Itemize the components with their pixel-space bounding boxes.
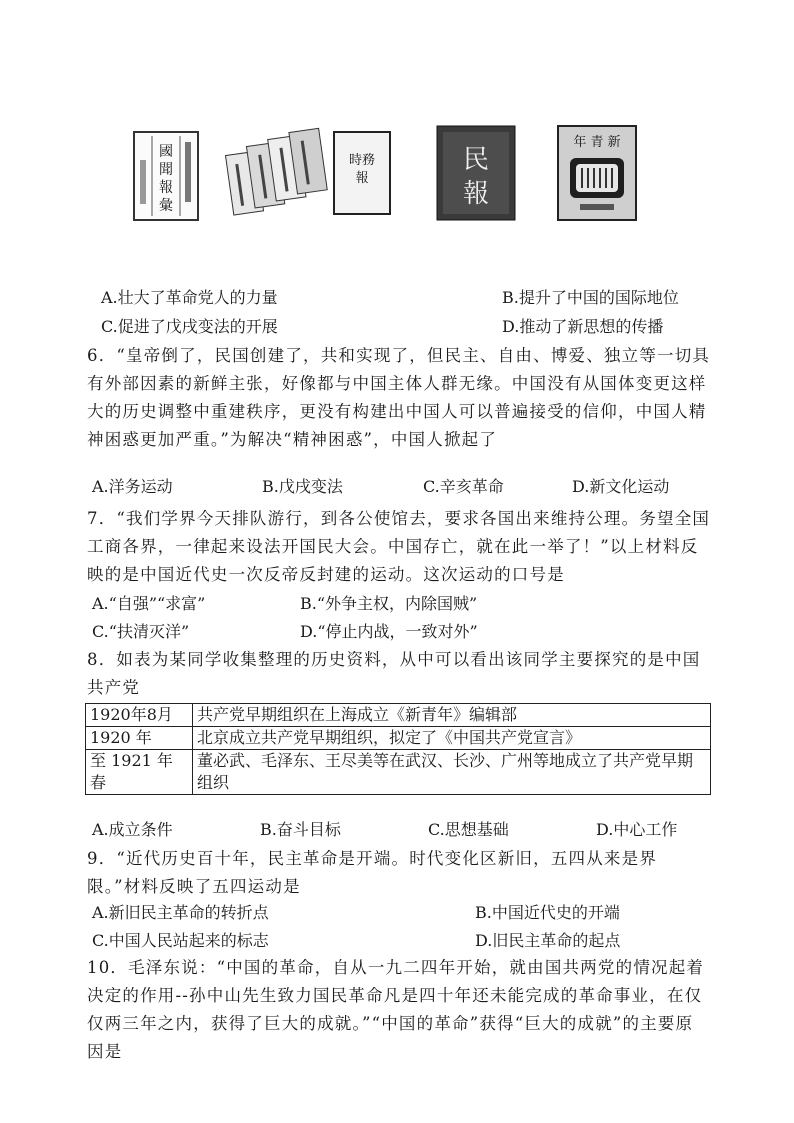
svg-text:報: 報	[159, 180, 173, 196]
q7-stem: 7．“我们学界今天排队游行，到各公使馆去，要求各国出来维持公理。务望全国工商各界，一律起来设法开国民大会。中国存亡，就在此一举了！”以上材料反映的是中国近代史一次反帝反封建的运动。这次运动的口号是	[87, 509, 711, 584]
q9-stem: 9．“近代历史百十年，民主革命是开端。时代变化区新旧，五四从来是界限。”材料反映了五四运动是	[87, 849, 658, 896]
q8-option-a: A.成立条件	[92, 820, 173, 839]
svg-text:報: 報	[462, 179, 490, 209]
q7-option-b: B.“外争主权，内除国贼”	[300, 594, 478, 613]
picture-shiwubao	[222, 124, 394, 220]
q6-option-d: D.新文化运动	[572, 477, 670, 496]
svg-text:民: 民	[462, 145, 490, 175]
q9-option-c: C.中国人民站起来的标志	[92, 931, 269, 950]
svg-text:聞: 聞	[159, 162, 173, 178]
q5-option-d: D.推动了新思想的传播	[502, 317, 664, 336]
table-row	[86, 727, 711, 750]
table-cell-event: 北京成立共产党早期组织，拟定了《中国共产党宣言》	[193, 727, 711, 750]
q8-option-c: C.思想基础	[428, 820, 509, 839]
q9-option-a: A.新旧民主革命的转折点	[92, 903, 269, 922]
picture-guowenbao	[132, 130, 200, 222]
q6-option-c: C.辛亥革命	[423, 477, 504, 496]
svg-text:報: 報	[355, 171, 369, 186]
table-cell-event: 董必武、毛泽东、王尽美等在武汉、长沙、广州等地成立了共产党早期组织	[193, 750, 711, 795]
q6-stem: 6．“皇帝倒了，民国创建了，共和实现了，但民主、自由、博爱、独立等一切具有外部因素的新鲜主张，好像都与中国主体人群无缘。中国没有从国体变更这样大的历史调整中重建秩序，更没有构建出中国人可以普遍接受的信仰，中国人精神困惑更加严重。”为解决“精神困惑”，中国人掀起了	[87, 346, 711, 449]
history-table	[85, 703, 711, 795]
q9-option-d: D.旧民主革命的起点	[475, 931, 621, 950]
q5-option-c: C.促进了戊戌变法的开展	[101, 317, 278, 336]
table-cell-time: 1920年8月	[86, 704, 193, 727]
svg-text:年 青 新: 年 青 新	[573, 135, 621, 150]
q8-stem: 8．如表为某同学收集整理的历史资料，从中可以看出该同学主要探究的是中国共产党	[87, 650, 701, 697]
picture-minbao	[435, 124, 517, 222]
svg-text:國: 國	[159, 144, 173, 160]
q6-option-b: B.戊戌变法	[262, 477, 343, 496]
q8-option-d: D.中心工作	[596, 820, 678, 839]
q8-option-b: B.奋斗目标	[260, 820, 341, 839]
q5-option-b: B.提升了中国的国际地位	[502, 288, 679, 307]
table-row	[86, 704, 711, 727]
q10-stem: 10．毛泽东说：“中国的革命，自从一九二四年开始，就由国共两党的情况起着决定的作用--孙中山先生致力国民革命凡是四十年还未能完成的革命事业，在仅仅两三年之内，获得了巨大的成就。”“中国的革命”获得“巨大的成就”的主要原因是	[87, 958, 705, 1061]
q7-option-d: D.“停止内战，一致对外”	[300, 622, 478, 641]
table-cell-event: 共产党早期组织在上海成立《新青年》编辑部	[193, 704, 711, 727]
svg-text:彙: 彙	[159, 198, 173, 214]
table-cell-time: 1920 年	[86, 727, 193, 750]
q7-option-c: C.“扶清灭洋”	[92, 622, 190, 641]
q6-option-a: A.洋务运动	[92, 477, 173, 496]
q7-option-a: A.“自强”“求富”	[92, 594, 206, 613]
table-cell-time: 至 1921 年春	[86, 750, 193, 795]
picture-xinqingnian	[556, 124, 638, 222]
svg-text:時務: 時務	[348, 153, 376, 168]
q5-option-a: A.壮大了革命党人的力量	[101, 288, 278, 307]
q9-option-b: B.中国近代史的开端	[475, 903, 620, 922]
table-row	[86, 750, 711, 795]
